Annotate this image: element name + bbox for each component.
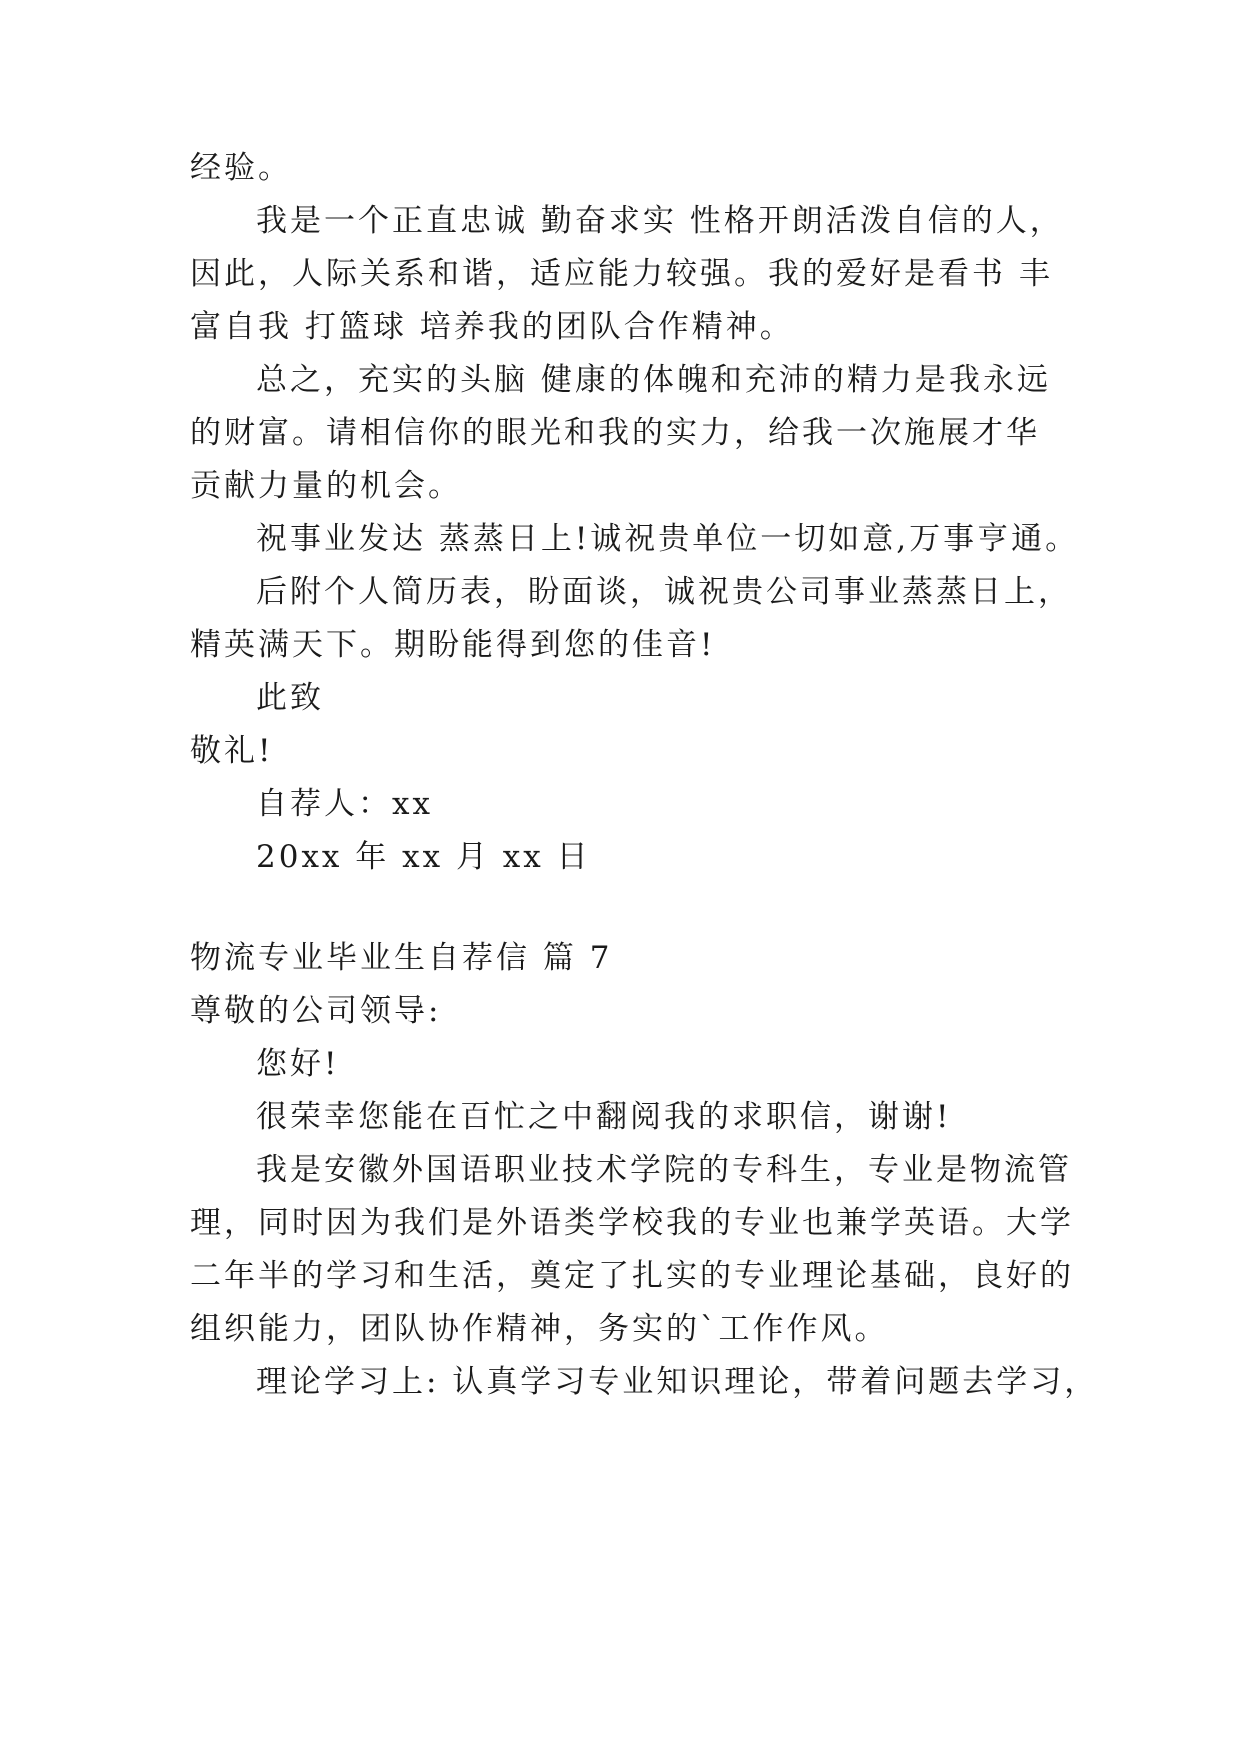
text-line: 我是一个正直忠诚 勤奋求实 性格开朗活泼自信的人， [256,203,1064,239]
text-line: 的财富。请相信你的眼光和我的实力，给我一次施展才华 [190,415,1040,451]
text-line: 富自我 打篮球 培养我的团队合作精神。 [190,309,794,345]
text-line: 很荣幸您能在百忙之中翻阅我的求职信，谢谢! [256,1099,952,1135]
text-line: 经验。 [190,150,292,186]
text-line: 精英满天下。期盼能得到您的佳音! [190,627,716,663]
text-line: 组织能力，团队协作精神，务实的`工作作风。 [190,1311,889,1347]
closing-salutation: 此致 [256,680,324,716]
text-line: 祝事业发达 蒸蒸日上!诚祝贵单位一切如意,万事亨通。 [256,521,1080,557]
text-line: 因此，人际关系和谐，适应能力较强。我的爱好是看书 丰 [190,256,1053,292]
text-line: 理论学习上: 认真学习专业知识理论，带着问题去学习， [256,1364,1099,1400]
greeting-line: 尊敬的公司领导: [190,993,442,1029]
text-line: 后附个人简历表，盼面谈，诚祝贵公司事业蒸蒸日上， [256,574,1072,610]
text-line: 二年半的学习和生活，奠定了扎实的专业理论基础，良好的 [190,1258,1074,1294]
text-line: 贡献力量的机会。 [190,468,462,504]
text-line: 您好! [256,1046,340,1082]
date-line: 20xx 年 xx 月 xx 日 [256,839,591,875]
section-title: 物流专业毕业生自荐信 篇 7 [190,940,613,976]
closing-respect: 敬礼! [190,733,274,769]
text-line: 我是安徽外国语职业技术学院的专科生，专业是物流管 [256,1152,1072,1188]
text-line: 理，同时因为我们是外语类学校我的专业也兼学英语。大学 [190,1205,1074,1241]
text-line: 总之，充实的头脑 健康的体魄和充沛的精力是我永远 [256,362,1051,398]
signature-line: 自荐人：xx [256,786,433,822]
